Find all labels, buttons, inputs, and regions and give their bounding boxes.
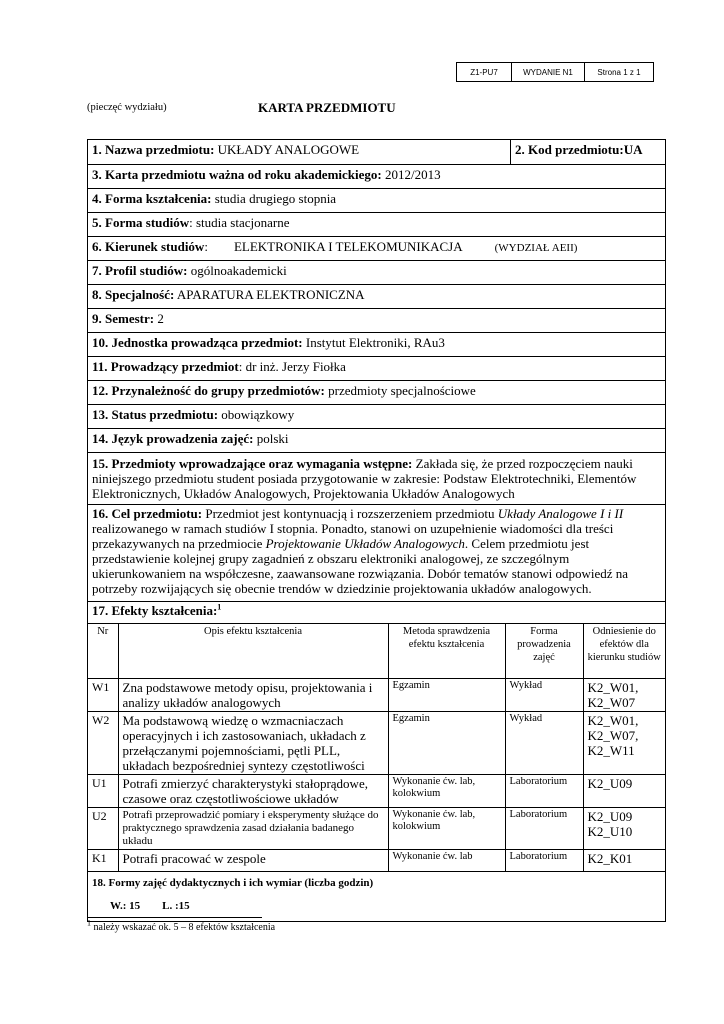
value: APARATURA ELEKTRONICZNA (176, 287, 365, 302)
table-row (88, 711, 665, 774)
value: przedmioty specjalnościowe (328, 383, 476, 398)
footnote-divider (87, 917, 262, 918)
effect-description: Potrafi zmierzyć charakterystyki stałoprądowe, czasowe oraz częstotliwościowe układów (118, 774, 388, 807)
goal-text-a: Przedmiot jest kontynuacją i rozszerzeniem przedmiotu (205, 506, 495, 521)
label: 8. Specjalność: (92, 287, 175, 302)
department: (WYDZIAŁ AEII) (494, 242, 578, 254)
value: ogólnoakademicki (190, 263, 287, 278)
label: 9. Semestr: (92, 311, 155, 326)
document-header-box (456, 62, 654, 82)
label: 5. Forma studiów (92, 215, 190, 230)
row-specialty (88, 284, 665, 308)
header-form: Forma prowadzenia zajęć (505, 624, 583, 678)
effect-reference: K2_U09 (583, 774, 665, 807)
label: 16. Cel przedmiotu: (92, 506, 203, 521)
effect-nr: W1 (88, 678, 118, 711)
label: 6. Kierunek studiów (92, 239, 205, 254)
effects-table-wrapper (88, 623, 665, 871)
effect-reference: K2_K01 (583, 849, 665, 871)
effect-reference: K2_W01, K2_W07 (583, 678, 665, 711)
value: 2012/2013 (384, 167, 441, 182)
effect-method: Egzamin (388, 711, 505, 774)
row-effects-label (88, 601, 665, 623)
row-class-forms (88, 871, 665, 921)
row-profile (88, 260, 665, 284)
footnote-text: należy wskazać ok. 5 – 8 efektów kształcenia (93, 922, 276, 933)
effect-description: Potrafi pracować w zespole (118, 849, 388, 871)
header-reference: Odniesienie do efektów dla kierunku studiów (583, 624, 665, 678)
faculty-stamp-label: (pieczęć wydziału) (87, 102, 167, 113)
label: 1. Nazwa przedmiotu: (92, 142, 215, 157)
value: : dr inż. Jerzy Fiołka (238, 359, 346, 374)
row-language (88, 428, 665, 452)
row-field-of-study (88, 236, 665, 260)
effect-method: Wykonanie ćw. lab, kolokwium (388, 774, 505, 807)
doc-edition: WYDANIE N1 (512, 63, 585, 82)
effects-header-row (88, 624, 665, 678)
goal-text-e: . Celem przedmiotu jest przedstawienie kolejnej grupy zagadnień z obszaru elektroniki analogowej, ze szczególnym ukierunkowaniem na współczesne, zaawansowane rozwiązania. Dobór tematów stanowi odpowiedź na potrzeby rozwijających się obecnie trendów w dziedzinie projektowania układów analogowych. (92, 536, 629, 596)
doc-page: Strona 1 z 1 (585, 63, 654, 82)
effect-description: Potrafi przeprowadzić pomiary i eksperymenty służące do praktycznego sprawdzenia zasad działania badanego układu (118, 807, 388, 849)
effects-table (88, 624, 665, 871)
label: 17. Efekty kształcenia: (92, 603, 218, 618)
header-nr: Nr (88, 624, 118, 678)
label: 4. Forma kształcenia: (92, 191, 212, 206)
label: 2. Kod przedmiotu: (515, 142, 624, 157)
value: Instytut Elektroniki, RAu3 (305, 335, 445, 350)
row-unit (88, 332, 665, 356)
table-row (88, 849, 665, 871)
effect-nr: K1 (88, 849, 118, 871)
effect-form: Wykład (505, 678, 583, 711)
course-card-table (87, 139, 666, 922)
table-row (88, 678, 665, 711)
label: 13. Status przedmiotu: (92, 407, 219, 422)
effect-form: Wykład (505, 711, 583, 774)
effect-description: Ma podstawową wiedzę o wzmacniaczach operacyjnych i ich zastosowaniach, układach z przełączanymi pojemnościami, pętli PLL, układach bezpośredniej syntezy częstotliwości (118, 711, 388, 774)
lab-hours: L. :15 (162, 900, 190, 912)
label: 7. Profil studiów: (92, 263, 188, 278)
effect-reference: K2_W01, K2_W07, K2_W11 (583, 711, 665, 774)
course-code: UA (623, 142, 643, 157)
effect-description: Zna podstawowe metody opisu, projektowania i analizy układów analogowych (118, 678, 388, 711)
value: Zakłada się, że przed rozpoczęciem nauki niniejszego przedmiotu student posiada przygotowanie w zakresie: Podstaw Elektrotechniki, Elementów Elektronicznych, Układów Analogowych, Projektowania Układów Analogowych (92, 456, 637, 501)
row-course-goal (88, 504, 665, 601)
effect-nr: U2 (88, 807, 118, 849)
value: obowiązkowy (221, 407, 295, 422)
effect-method: Egzamin (388, 678, 505, 711)
value: studia drugiego stopnia (214, 191, 337, 206)
row-course-name (88, 140, 665, 164)
value: : studia stacjonarne (189, 215, 290, 230)
label: 10. Jednostka prowadząca przedmiot: (92, 335, 303, 350)
effect-nr: U1 (88, 774, 118, 807)
label: 3. Karta przedmiotu ważna od roku akademickiego: (92, 167, 382, 182)
effect-method: Wykonanie ćw. lab (388, 849, 505, 871)
row-education-form (88, 188, 665, 212)
row-prerequisites (88, 452, 665, 504)
footnote-ref: 1 (217, 602, 222, 612)
label: 12. Przynależność do grupy przedmiotów: (92, 383, 325, 398)
doc-code: Z1-PU7 (457, 63, 512, 82)
label: 14. Język prowadzenia zajęć: (92, 431, 254, 446)
label: 11. Prowadzący przedmiot (92, 359, 239, 374)
value: polski (256, 431, 289, 446)
effect-nr: W2 (88, 711, 118, 774)
effect-method: Wykonanie ćw. lab, kolokwium (388, 807, 505, 849)
value: ELEKTRONIKA I TELEKOMUNIKACJA (233, 239, 463, 254)
effect-form: Laboratorium (505, 774, 583, 807)
footnote-marker: 1 (87, 918, 91, 928)
goal-text-b: Układy Analogowe I i II (497, 506, 624, 521)
row-valid-year (88, 164, 665, 188)
effect-reference: K2_U09 K2_U10 (583, 807, 665, 849)
lecture-hours: W.: 15 (110, 900, 141, 912)
goal-text-c: realizowanego w ramach studiów I stopnia. Ponadto, stanowi on uzupełnienie wiadomości dla treści przekazywanych na przedmiocie (92, 521, 614, 551)
goal-text-d: Projektowanie Układów Analogowych (265, 536, 465, 551)
table-row (88, 774, 665, 807)
row-course-group (88, 380, 665, 404)
page-title: KARTA PRZEDMIOTU (258, 100, 396, 115)
course-name: UKŁADY ANALOGOWE (217, 142, 360, 157)
row-study-form (88, 212, 665, 236)
header-description: Opis efektu kształcenia (118, 624, 388, 678)
colon: : (204, 239, 208, 254)
header-method: Metoda sprawdzenia efektu kształcenia (388, 624, 505, 678)
table-row (88, 807, 665, 849)
row-semester (88, 308, 665, 332)
footnote (87, 918, 276, 933)
label: 15. Przedmioty wprowadzające oraz wymagania wstępne: (92, 456, 413, 471)
effect-form: Laboratorium (505, 807, 583, 849)
label: 18. Formy zajęć dydaktycznych i ich wymiar (liczba godzin) (92, 877, 374, 889)
row-lecturer (88, 356, 665, 380)
effect-form: Laboratorium (505, 849, 583, 871)
row-status (88, 404, 665, 428)
value: 2 (157, 311, 164, 326)
